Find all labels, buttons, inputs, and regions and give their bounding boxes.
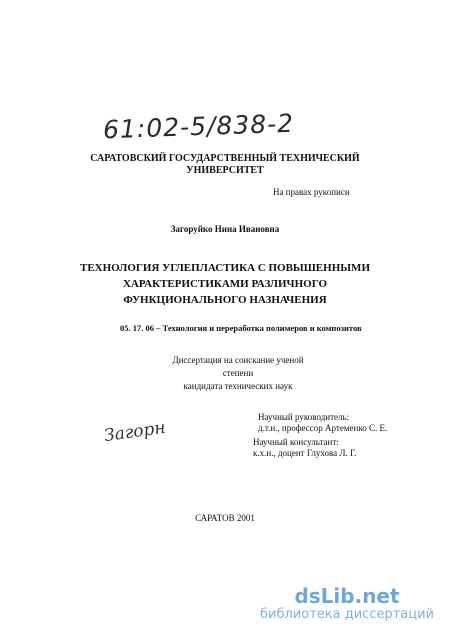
city-year: САРАТОВ 2001 <box>195 513 255 523</box>
handwritten-signature: Загорн <box>102 417 167 447</box>
consultant-label: Научный консультант: <box>253 437 339 447</box>
degree-line-1: Диссертация на соискание ученой степени <box>172 355 304 378</box>
archive-stamp: 61:02-5/838-2 <box>102 108 295 145</box>
title-line-1: ТЕХНОЛОГИЯ УГЛЕПЛАСТИКА С ПОВЫШЕННЫМИ <box>80 262 370 274</box>
supervisor-block <box>258 412 387 434</box>
supervisor-value: д.т.н., профессор Артеменко С. Е. <box>258 423 388 433</box>
university-name <box>0 153 450 177</box>
watermark-subtitle: библиотека диссертаций <box>260 607 434 622</box>
supervisor-label: Научный руководитель: <box>258 412 350 422</box>
university-line-2: УНИВЕРСИТЕТ <box>186 165 264 176</box>
consultant-block <box>253 437 356 459</box>
dslib-watermark[interactable] <box>260 585 434 622</box>
university-line-1: САРАТОВСКИЙ ГОСУДАРСТВЕННЫЙ ТЕХНИЧЕСКИЙ <box>90 153 360 164</box>
title-line-3: ФУНКЦИОНАЛЬНОГО НАЗНАЧЕНИЯ <box>123 294 327 306</box>
degree-line-2: кандидата технических наук <box>183 381 293 391</box>
watermark-logo: dsLib.net <box>294 584 400 608</box>
author-name: Загоруйко Нина Ивановна <box>170 224 280 234</box>
consultant-value: к.х.н., доцент Глухова Л. Г. <box>253 448 357 458</box>
manuscript-note: На правах рукописи <box>273 187 350 197</box>
specialty-code: 05. 17. 06 – Технология и переработка полимеров и композитов <box>120 323 362 333</box>
title-line-2: ХАРАКТЕРИСТИКАМИ РАЗЛИЧНОГО <box>122 278 328 290</box>
dissertation-title <box>0 260 450 308</box>
degree-statement <box>158 354 318 393</box>
